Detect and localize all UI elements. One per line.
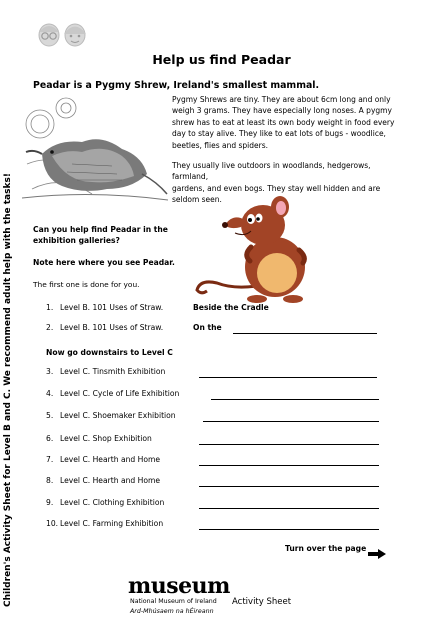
side-note: Children's Activity Sheet for Level B and C. We recommend adult help with the tasks! <box>3 173 13 607</box>
note-text: Note here where you see Peadar. <box>33 258 175 267</box>
item-number: 8. <box>46 476 54 485</box>
item-number: 6. <box>46 434 54 443</box>
answer-line[interactable] <box>199 529 379 530</box>
item-number: 2. <box>46 323 54 332</box>
list-item <box>33 411 413 423</box>
question-line: exhibition galleries? <box>33 236 120 246</box>
question-text <box>33 224 168 247</box>
answer-line[interactable] <box>199 486 379 487</box>
museum-logo: museum <box>128 573 230 599</box>
answer-line[interactable] <box>203 421 379 422</box>
museum-logo-irish: Ard-Mhúsaem na hÉireann <box>130 608 214 615</box>
item-location: Level C. Hearth and Home <box>60 476 161 485</box>
para-line: seldom seen. <box>172 195 222 205</box>
para-line: They usually live outdoors in woodlands, hedgerows, farmland, <box>172 161 371 182</box>
item-answer: On the <box>193 323 222 332</box>
item-answer: Beside the Cradle <box>193 303 269 312</box>
item-number: 10. <box>46 519 59 528</box>
item-number: 7. <box>46 455 54 464</box>
item-location: Level C. Shop Exhibition <box>60 434 152 443</box>
arrow-right-icon <box>368 544 386 563</box>
list-item <box>33 434 413 446</box>
item-location: Level C. Shoemaker Exhibition <box>60 411 176 420</box>
answer-line[interactable] <box>199 465 379 466</box>
turn-over-text: Turn over the page <box>285 544 367 553</box>
peadar-cartoon-illustration <box>195 195 330 315</box>
activity-sheet-label: Activity Sheet <box>232 597 292 607</box>
item-location: Level C. Cycle of Life Exhibition <box>60 389 180 398</box>
list-item <box>33 498 413 510</box>
item-location: Level B. 101 Uses of Straw. <box>60 323 164 332</box>
para-line: Pygmy Shrews are tiny. They are about 6cm long and only <box>172 95 391 104</box>
list-item <box>33 367 413 379</box>
list-item <box>33 476 413 488</box>
item-number: 9. <box>46 498 54 507</box>
children-faces-logo <box>33 20 93 50</box>
shrew-sketch-illustration <box>22 94 168 206</box>
para-line: day to stay alive. They like to eat lots of bugs - woodlice, <box>172 129 386 139</box>
list-item <box>33 455 413 467</box>
item-number: 3. <box>46 367 54 376</box>
answer-line[interactable] <box>199 444 379 445</box>
question-line: Can you help find Peadar in the <box>33 225 168 234</box>
para-line: shrew has to eat at least its own body weight in food every <box>172 117 395 127</box>
item-location: Level C. Farming Exhibition <box>60 519 164 528</box>
item-location: Level C. Tinsmith Exhibition <box>60 367 166 376</box>
downstairs-heading: Now go downstairs to Level C <box>46 348 173 357</box>
item-number: 1. <box>46 303 54 312</box>
item-location: Level C. Clothing Exhibition <box>60 498 165 507</box>
answer-line[interactable] <box>233 333 377 334</box>
para-line: beetles, flies and spiders. <box>172 140 269 150</box>
museum-logo-subtitle: National Museum of Ireland <box>130 598 217 605</box>
list-item <box>33 389 413 401</box>
list-item <box>33 323 413 335</box>
description-paragraph-1 <box>172 94 404 151</box>
para-line: weigh 3 grams. They have especially long noses. A pygmy <box>172 106 392 116</box>
para-line: gardens, and even bogs. They stay well hidden and are <box>172 183 381 193</box>
answer-line[interactable] <box>211 399 379 400</box>
item-location: Level C. Hearth and Home <box>60 455 161 464</box>
answer-line[interactable] <box>199 508 379 509</box>
page-title: Help us find Peadar <box>152 52 291 67</box>
item-number: 4. <box>46 389 54 398</box>
answer-line[interactable] <box>199 377 377 378</box>
first-done-text: The first one is done for you. <box>33 280 140 289</box>
lead-sentence: Peadar is a Pygmy Shrew, Ireland's smallest mammal. <box>33 80 320 91</box>
item-number: 5. <box>46 411 54 420</box>
list-item <box>33 519 413 531</box>
list-item <box>33 303 413 315</box>
item-location: Level B. 101 Uses of Straw. <box>60 303 164 312</box>
